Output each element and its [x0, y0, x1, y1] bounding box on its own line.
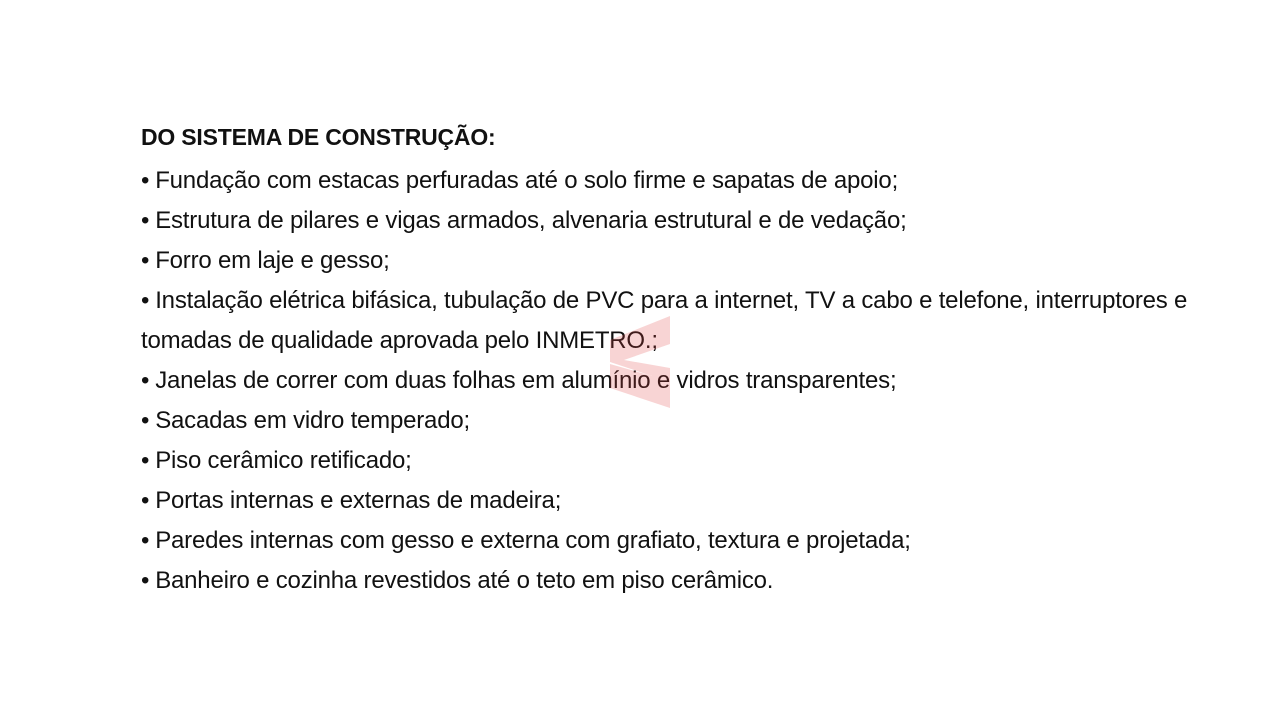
- list-item-text: Banheiro e cozinha revestidos até o teto em piso cerâmico.: [155, 567, 774, 594]
- bullet-icon: •: [141, 367, 150, 394]
- list-item: [141, 281, 1191, 361]
- bullet-icon: •: [141, 487, 150, 514]
- section-heading: DO SISTEMA DE CONSTRUÇÃO:: [141, 124, 496, 150]
- list-item: [141, 361, 1191, 401]
- bullet-icon: •: [141, 567, 150, 594]
- list-item-text: Janelas de correr com duas folhas em alumínio e vidros transparentes;: [155, 367, 897, 394]
- list-item: [141, 401, 1191, 441]
- list-item-text: Instalação elétrica bifásica, tubulação de PVC para a internet, TV a cabo e telefone, interruptores e tomadas de qualidade aprovada pelo INMETRO.;: [141, 287, 1188, 354]
- bullet-icon: •: [141, 207, 150, 234]
- bullet-icon: •: [141, 247, 150, 274]
- document-content: [141, 118, 1191, 601]
- list-item-text: Sacadas em vidro temperado;: [155, 407, 470, 434]
- list-item-text: Forro em laje e gesso;: [155, 247, 390, 274]
- list-item: [141, 561, 1191, 601]
- list-item: [141, 481, 1191, 521]
- list-item-text: Paredes internas com gesso e externa com grafiato, textura e projetada;: [155, 527, 911, 554]
- bullet-icon: •: [141, 447, 150, 474]
- list-item-text: Portas internas e externas de madeira;: [155, 487, 562, 514]
- bullet-icon: •: [141, 407, 150, 434]
- bullet-icon: •: [141, 167, 150, 194]
- list-item: [141, 441, 1191, 481]
- construction-items-list: [141, 161, 1191, 601]
- list-item: [141, 521, 1191, 561]
- bullet-icon: •: [141, 287, 150, 314]
- bullet-icon: •: [141, 527, 150, 554]
- list-item: [141, 201, 1191, 241]
- list-item-text: Fundação com estacas perfuradas até o solo firme e sapatas de apoio;: [155, 167, 899, 194]
- list-item-text: Estrutura de pilares e vigas armados, alvenaria estrutural e de vedação;: [155, 207, 907, 234]
- list-item: [141, 241, 1191, 281]
- list-item: [141, 161, 1191, 201]
- list-item-text: Piso cerâmico retificado;: [155, 447, 412, 474]
